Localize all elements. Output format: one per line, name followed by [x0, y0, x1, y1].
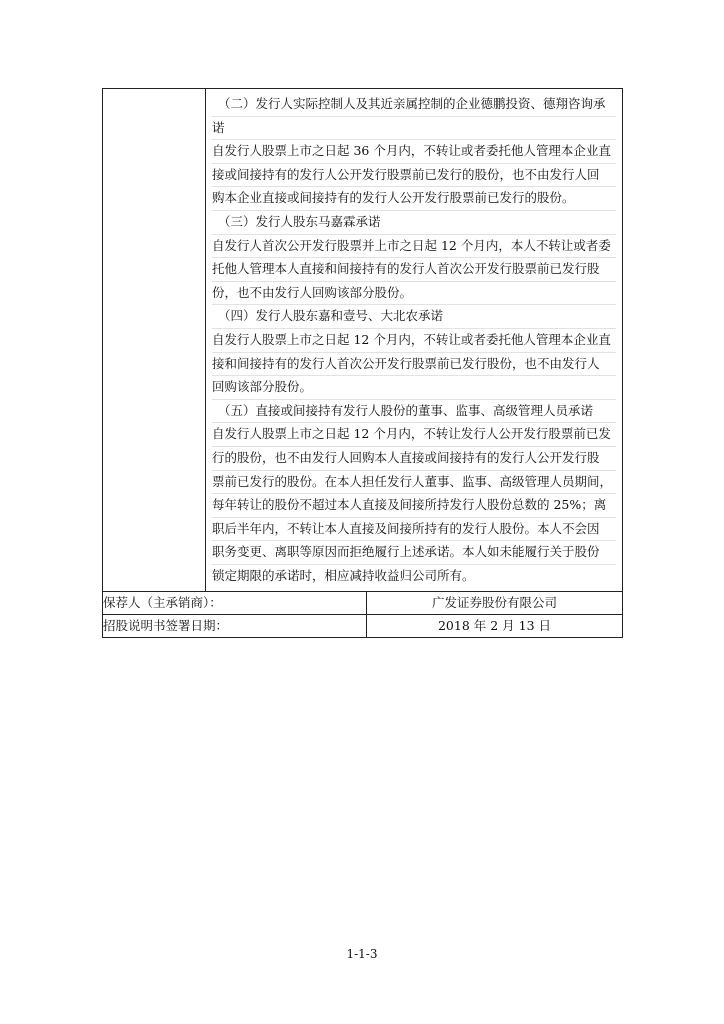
- commitment-text-line: 职务变更、离职等原因而拒绝履行上述承诺。本人如未能履行关于股份: [212, 541, 616, 565]
- commitment-text-line: 托他人管理本人直接和间接持有的发行人首次公开发行股票前已发行股: [212, 258, 616, 282]
- document-table: [102, 88, 623, 638]
- commitment-text-line: 自发行人股票上市之日起 12 个月内，不转让或者委托他人管理本企业直: [212, 329, 616, 353]
- commitments-row: [103, 89, 623, 592]
- sign-date-row: [103, 615, 623, 638]
- sponsor-row: [103, 592, 623, 615]
- commitment-lines: [206, 89, 622, 591]
- commitment-text-line: 诺: [212, 117, 616, 141]
- commitment-heading: （五）直接或间接持有发行人股份的董事、监事、高级管理人员承诺: [212, 400, 616, 424]
- commitment-text-line: 购本企业直接或间接持有的发行人公开发行股票前已发行的股份。: [212, 187, 616, 211]
- row-label-cell: [103, 89, 206, 592]
- commitment-text-line: 自发行人股票上市之日起 36 个月内，不转让或者委托他人管理本企业直: [212, 140, 616, 164]
- commitment-text-line: 行的股份，也不由发行人回购本人直接或间接持有的发行人公开发行股: [212, 447, 616, 471]
- sign-date-value: 2018 年 2 月 13 日: [367, 615, 623, 638]
- commitment-heading: （三）发行人股东马嘉霖承诺: [212, 211, 616, 235]
- commitment-text-line: 回购该部分股份。: [212, 376, 616, 400]
- sponsor-value: 广发证券股份有限公司: [367, 592, 623, 615]
- commitment-text-line: 职后半年内，不转让本人直接及间接所持有的发行人股份。本人不会因: [212, 518, 616, 542]
- commitment-text-line: 每年转让的股份不超过本人直接及间接所持发行人股份总数的 25%；离: [212, 494, 616, 518]
- commitments-cell: [206, 89, 623, 592]
- commitment-text-line: 份，也不由发行人回购该部分股份。: [212, 282, 616, 306]
- commitment-text-line: 自发行人首次公开发行股票并上市之日起 12 个月内，本人不转让或者委: [212, 235, 616, 259]
- commitment-text-line: 接或间接持有的发行人公开发行股票前已发行的股份，也不由发行人回: [212, 164, 616, 188]
- commitment-text-line: 锁定期限的承诺时，相应减持收益归公司所有。: [212, 567, 475, 583]
- sponsor-label: 保荐人（主承销商）：: [103, 592, 367, 615]
- sign-date-label: 招股说明书签署日期：: [103, 615, 367, 638]
- commitment-text-line: 自发行人股票上市之日起 12 个月内，不转让发行人公开发行股票前已发: [212, 423, 616, 447]
- commitment-heading: （二）发行人实际控制人及其近亲属控制的企业德鹏投资、德翔咨询承: [212, 93, 616, 117]
- commitment-heading: （四）发行人股东嘉和壹号、大北农承诺: [212, 305, 616, 329]
- commitment-text-line: 票前已发行的股份。在本人担任发行人董事、监事、高级管理人员期间，: [212, 471, 616, 495]
- page-number: 1-1-3: [346, 947, 378, 961]
- commitment-text-line: 接和间接持有的发行人首次公开发行股票前已发行股份，也不由发行人: [212, 353, 616, 377]
